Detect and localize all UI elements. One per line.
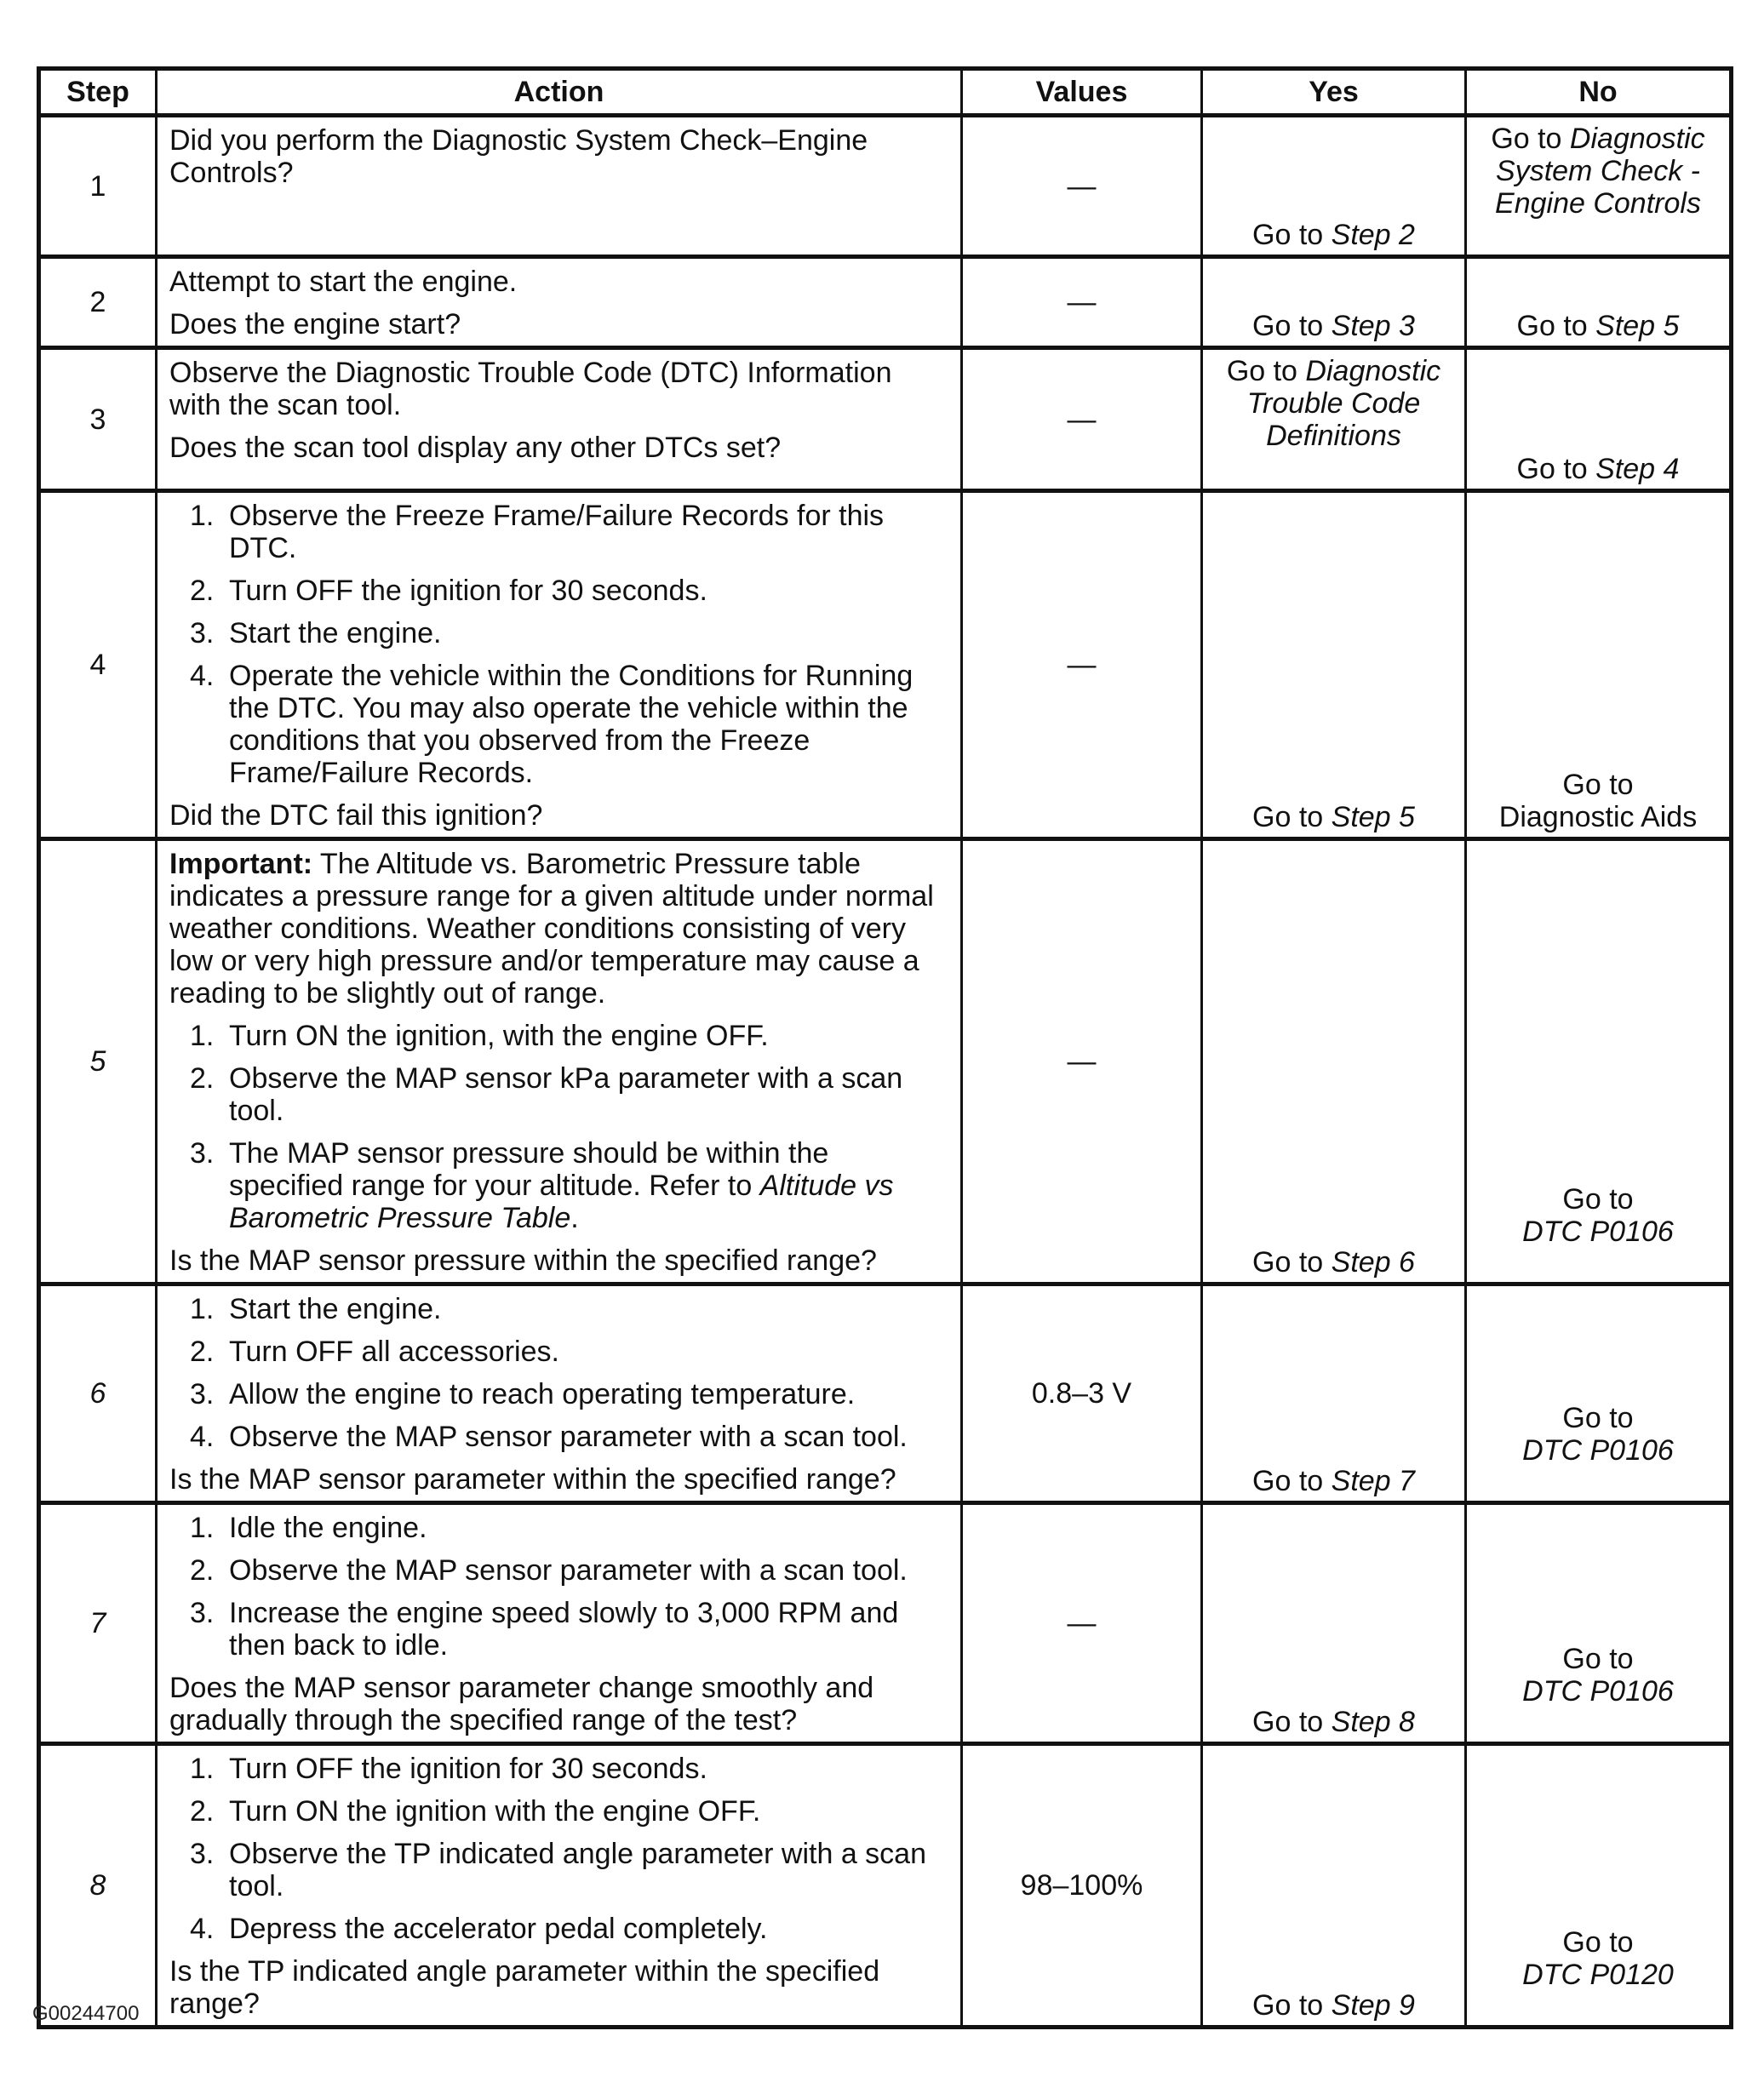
- yes-target: Step 9: [1331, 1989, 1415, 2022]
- action-question: Is the TP indicated angle parameter within the specified range?: [169, 1955, 880, 2020]
- action-item: 2. Turn OFF the ignition for 30 seconds.: [190, 575, 707, 607]
- yes-link[interactable]: [1203, 1706, 1464, 1738]
- value-cell: —: [962, 116, 1202, 257]
- header-step: Step: [39, 69, 157, 116]
- yes-prefix: Go to: [1252, 1989, 1332, 2022]
- action-item: 1. Start the engine.: [190, 1293, 442, 1325]
- no-cell: [1466, 491, 1732, 839]
- step-number: 1: [39, 116, 157, 257]
- no-target: Diagnostic System Check - Engine Controls: [1495, 123, 1705, 220]
- altitude-table-link[interactable]: Altitude vs Barometric Pressure Table: [229, 1170, 894, 1234]
- table-row: [39, 839, 1732, 1284]
- no-cell: [1466, 1503, 1732, 1744]
- action-item: 3. The MAP sensor pressure should be within the specified range for your altitude. Refer to Altitude vs Barometric Pressure Table.: [190, 1137, 894, 1234]
- step-number: 6: [39, 1284, 157, 1503]
- header-action: Action: [157, 69, 962, 116]
- no-cell: [1466, 839, 1732, 1284]
- yes-link[interactable]: [1203, 801, 1464, 833]
- no-cell: [1466, 1744, 1732, 2028]
- yes-target: Step 7: [1331, 1465, 1415, 1497]
- no-prefix: Go to: [1562, 769, 1634, 801]
- action-text: Did you perform the Diagnostic System Check–Engine Controls?: [169, 124, 868, 189]
- value-cell: —: [962, 491, 1202, 839]
- no-target: Step 4: [1595, 453, 1680, 485]
- no-cell: [1466, 257, 1732, 348]
- important-text: The Altitude vs. Barometric Pressure table indicates a pressure range for a given altitude under normal weather conditions. Weather conditions consisting of very low or very high pressure and/or temperature may cause a reading to be slightly out of range.: [169, 848, 934, 1010]
- no-cell: [1466, 116, 1732, 257]
- no-target: DTC P0106: [1522, 1675, 1674, 1708]
- yes-prefix: Go to: [1252, 219, 1332, 251]
- no-link[interactable]: [1467, 310, 1729, 342]
- no-prefix: Go to: [1516, 310, 1596, 342]
- table-row: [39, 1744, 1732, 2028]
- action-question: Did the DTC fail this ignition?: [169, 799, 543, 832]
- yes-cell: [1202, 116, 1466, 257]
- header-no: No: [1466, 69, 1732, 116]
- no-target: DTC P0106: [1522, 1216, 1674, 1248]
- action-question: Is the MAP sensor pressure within the specified range?: [169, 1244, 877, 1277]
- no-link[interactable]: [1467, 1402, 1729, 1467]
- value-cell: —: [962, 1503, 1202, 1744]
- no-prefix: Go to: [1562, 1402, 1634, 1434]
- yes-target: Step 5: [1331, 801, 1415, 833]
- action-question: Is the MAP sensor parameter within the specified range?: [169, 1463, 896, 1496]
- yes-cell: [1202, 491, 1466, 839]
- action-cell: [157, 1284, 962, 1503]
- yes-link[interactable]: [1203, 1465, 1464, 1497]
- action-item: 3. Observe the TP indicated angle parameter with a scan tool.: [190, 1838, 926, 1902]
- no-cell: [1466, 348, 1732, 491]
- no-target: DTC P0106: [1522, 1434, 1674, 1467]
- step-number: 7: [39, 1503, 157, 1744]
- step-number: 8: [39, 1744, 157, 2028]
- no-cell: [1466, 1284, 1732, 1503]
- action-item: 2. Observe the MAP sensor parameter with a scan tool.: [190, 1554, 908, 1587]
- value-cell: —: [962, 257, 1202, 348]
- yes-cell: [1202, 1744, 1466, 2028]
- table-row: [39, 116, 1732, 257]
- action-item: 1. Turn OFF the ignition for 30 seconds.: [190, 1753, 707, 1785]
- action-item: 1. Idle the engine.: [190, 1512, 427, 1544]
- no-target: Step 5: [1595, 310, 1680, 342]
- value-cell: —: [962, 348, 1202, 491]
- action-cell: [157, 1503, 962, 1744]
- yes-prefix: Go to: [1252, 1465, 1332, 1497]
- yes-cell: [1202, 257, 1466, 348]
- step-number: 4: [39, 491, 157, 839]
- action-cell: [157, 839, 962, 1284]
- yes-cell: [1202, 1284, 1466, 1503]
- action-text: Observe the Diagnostic Trouble Code (DTC) Information with the scan tool.: [169, 357, 892, 421]
- no-prefix: Go to: [1491, 123, 1570, 155]
- step-number: 5: [39, 839, 157, 1284]
- yes-cell: [1202, 839, 1466, 1284]
- action-text: Attempt to start the engine.: [169, 266, 518, 298]
- action-item: 2. Turn OFF all accessories.: [190, 1336, 559, 1368]
- yes-prefix: Go to: [1252, 801, 1332, 833]
- yes-prefix: Go to: [1252, 310, 1332, 342]
- action-cell: [157, 348, 962, 491]
- no-prefix: Go to: [1516, 453, 1596, 485]
- yes-prefix: Go to: [1252, 1246, 1332, 1279]
- yes-prefix: Go to: [1226, 355, 1306, 387]
- step-number: 3: [39, 348, 157, 491]
- figure-code: G00244700: [32, 2002, 140, 2025]
- action-cell: [157, 491, 962, 839]
- value-cell: 0.8–3 V: [962, 1284, 1202, 1503]
- table-row: [39, 491, 1732, 839]
- no-link[interactable]: [1467, 117, 1729, 220]
- action-question: Does the engine start?: [169, 308, 461, 340]
- yes-prefix: Go to: [1252, 1706, 1332, 1738]
- yes-target: Diagnostic Trouble Code Definitions: [1246, 355, 1441, 452]
- header-values: Values: [962, 69, 1202, 116]
- yes-cell: [1202, 348, 1466, 491]
- action-item: 2. Observe the MAP sensor kPa parameter with a scan tool.: [190, 1062, 903, 1127]
- action-cell: [157, 116, 962, 257]
- yes-link[interactable]: [1203, 310, 1464, 342]
- action-item: 4. Observe the MAP sensor parameter with a scan tool.: [190, 1421, 908, 1453]
- action-item: 3. Allow the engine to reach operating temperature.: [190, 1378, 856, 1410]
- no-link[interactable]: [1467, 453, 1729, 485]
- no-prefix: Go to: [1562, 1926, 1634, 1959]
- no-prefix: Go to: [1562, 1183, 1634, 1216]
- no-link[interactable]: [1467, 1183, 1729, 1248]
- action-cell: [157, 257, 962, 348]
- no-target: DTC P0120: [1522, 1959, 1674, 1991]
- action-item: 2. Turn ON the ignition with the engine OFF.: [190, 1795, 761, 1828]
- action-question: Does the scan tool display any other DTCs set?: [169, 432, 782, 464]
- action-item: 3. Increase the engine speed slowly to 3,000 RPM and then back to idle.: [190, 1597, 899, 1662]
- table-row: [39, 257, 1732, 348]
- table-row: [39, 1284, 1732, 1503]
- yes-cell: [1202, 1503, 1466, 1744]
- yes-link[interactable]: [1203, 1989, 1464, 2022]
- table-row: [39, 1503, 1732, 1744]
- step-number: 2: [39, 257, 157, 348]
- table-row: [39, 348, 1732, 491]
- yes-target: Step 3: [1331, 310, 1415, 342]
- yes-target: Step 2: [1331, 219, 1415, 251]
- yes-target: Step 6: [1331, 1246, 1415, 1279]
- no-link[interactable]: [1467, 1926, 1729, 1991]
- action-item: 1. Observe the Freeze Frame/Failure Records for this DTC.: [190, 500, 885, 564]
- action-cell: [157, 1744, 962, 2028]
- value-cell: —: [962, 839, 1202, 1284]
- action-item: 4. Operate the vehicle within the Conditions for Running the DTC. You may also operate the vehicle within the conditions that you observed from the Freeze Frame/Failure Records.: [190, 660, 914, 789]
- no-target: Diagnostic Aids: [1498, 801, 1698, 833]
- value-cell: 98–100%: [962, 1744, 1202, 2028]
- action-question: Does the MAP sensor parameter change smoothly and gradually through the specified range of the test?: [169, 1672, 874, 1736]
- action-item: 3. Start the engine.: [190, 617, 442, 649]
- important-label: Important:: [169, 848, 313, 880]
- yes-link[interactable]: [1203, 219, 1464, 251]
- action-item: 4. Depress the accelerator pedal completely.: [190, 1913, 768, 1945]
- yes-link[interactable]: [1203, 350, 1464, 452]
- diagnostic-table: [37, 66, 1733, 2029]
- header-yes: Yes: [1202, 69, 1466, 116]
- no-link[interactable]: [1467, 769, 1729, 833]
- yes-link[interactable]: [1203, 1246, 1464, 1279]
- action-item: 1. Turn ON the ignition, with the engine OFF.: [190, 1020, 769, 1052]
- yes-target: Step 8: [1331, 1706, 1415, 1738]
- no-prefix: Go to: [1562, 1643, 1634, 1675]
- header-row: [39, 69, 1732, 116]
- no-link[interactable]: [1467, 1643, 1729, 1708]
- important-note: [169, 848, 948, 1010]
